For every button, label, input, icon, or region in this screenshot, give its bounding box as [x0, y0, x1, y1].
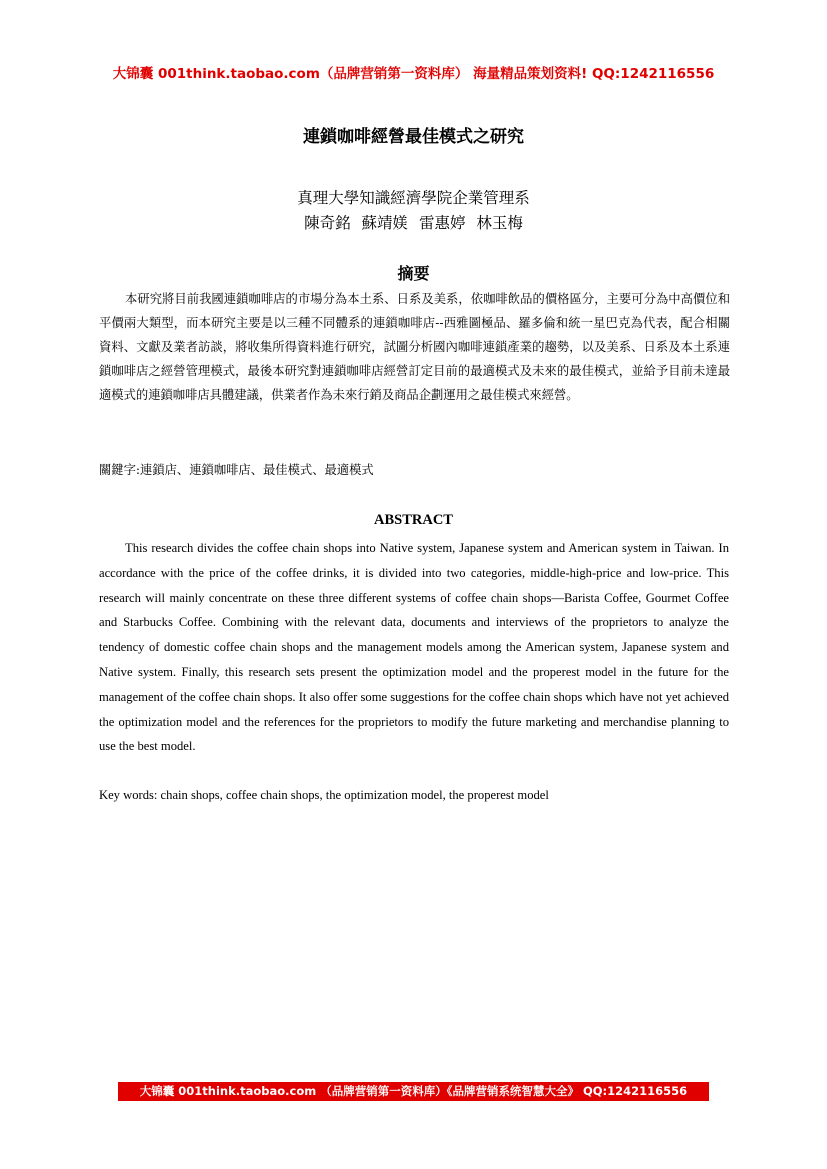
- english-abstract-heading: ABSTRACT: [374, 512, 453, 528]
- english-keywords: Key words: chain shops, coffee chain shops, the optimization model, the properest model: [99, 788, 549, 802]
- chinese-keywords: 關鍵字:連鎖店、連鎖咖啡店、最佳模式、最適模式: [99, 463, 374, 477]
- chinese-abstract-body: 本研究將目前我國連鎖咖啡店的市場分為本土系、日系及美系，依咖啡飲品的價格區分，主要可分為中高價位和平價兩大類型，而本研究主要是以三種不同體系的連鎖咖啡店--西雅圖極品、羅多倫和統一星巴克為代表，配合相關資料、文獻及業者訪談，將收集所得資料進行研究，試圖分析國內咖啡連鎖產業的趨勢，以及美系、日系及本土系連鎖咖啡店之經營管理模式，最後本研究對連鎖咖啡店經營訂定目前的最適模式及未來的最佳模式，並給予目前未達最適模式的連鎖咖啡店具體建議，供業者作為未來行銷及商品企劃運用之最佳模式來經營。: [99, 292, 730, 402]
- footer-banner: 大锦囊 001think.taobao.com （品牌营销第一资料库）《品牌营销系统智慧大全》 QQ:1242116556: [118, 1082, 709, 1101]
- chinese-abstract-heading: 摘要: [397, 264, 430, 283]
- english-abstract-body: This research divides the coffee chain shops into Native system, Japanese system and American system in Taiwan. In accordance with the price of the coffee drinks, it is divided into two categories, middle-high-price and low-price. This research will mainly concentrate on these three different systems of coffee chain shops—Barista Coffee, Gourmet Coffee and Starbucks Coffee. Combining with the relevant data, documents and interviews of the proprietors to analyze the tendency of domestic coffee chain shops and the management models among the American system, Japanese system and Native system. Finally, this research sets present the optimization model and the properest model in the future for the management of the coffee chain shops. It also offer some suggestions for the coffee chain shops which have not yet achieved the optimization model and the references for the proprietors to modify the future marketing and merchandise planning to use the best model.: [99, 541, 729, 754]
- paper-title: 連鎖咖啡經營最佳模式之研究: [303, 127, 524, 147]
- author-affiliation: 真理大學知識經濟學院企業管理系: [297, 189, 530, 207]
- header-banner: 大锦囊 001think.taobao.com（品牌营销第一资料库） 海量精品策划资料! QQ:1242116556: [112, 66, 715, 82]
- author-names: 陳奇銘 蘇靖媄 雷惠婷 林玉梅: [304, 214, 523, 232]
